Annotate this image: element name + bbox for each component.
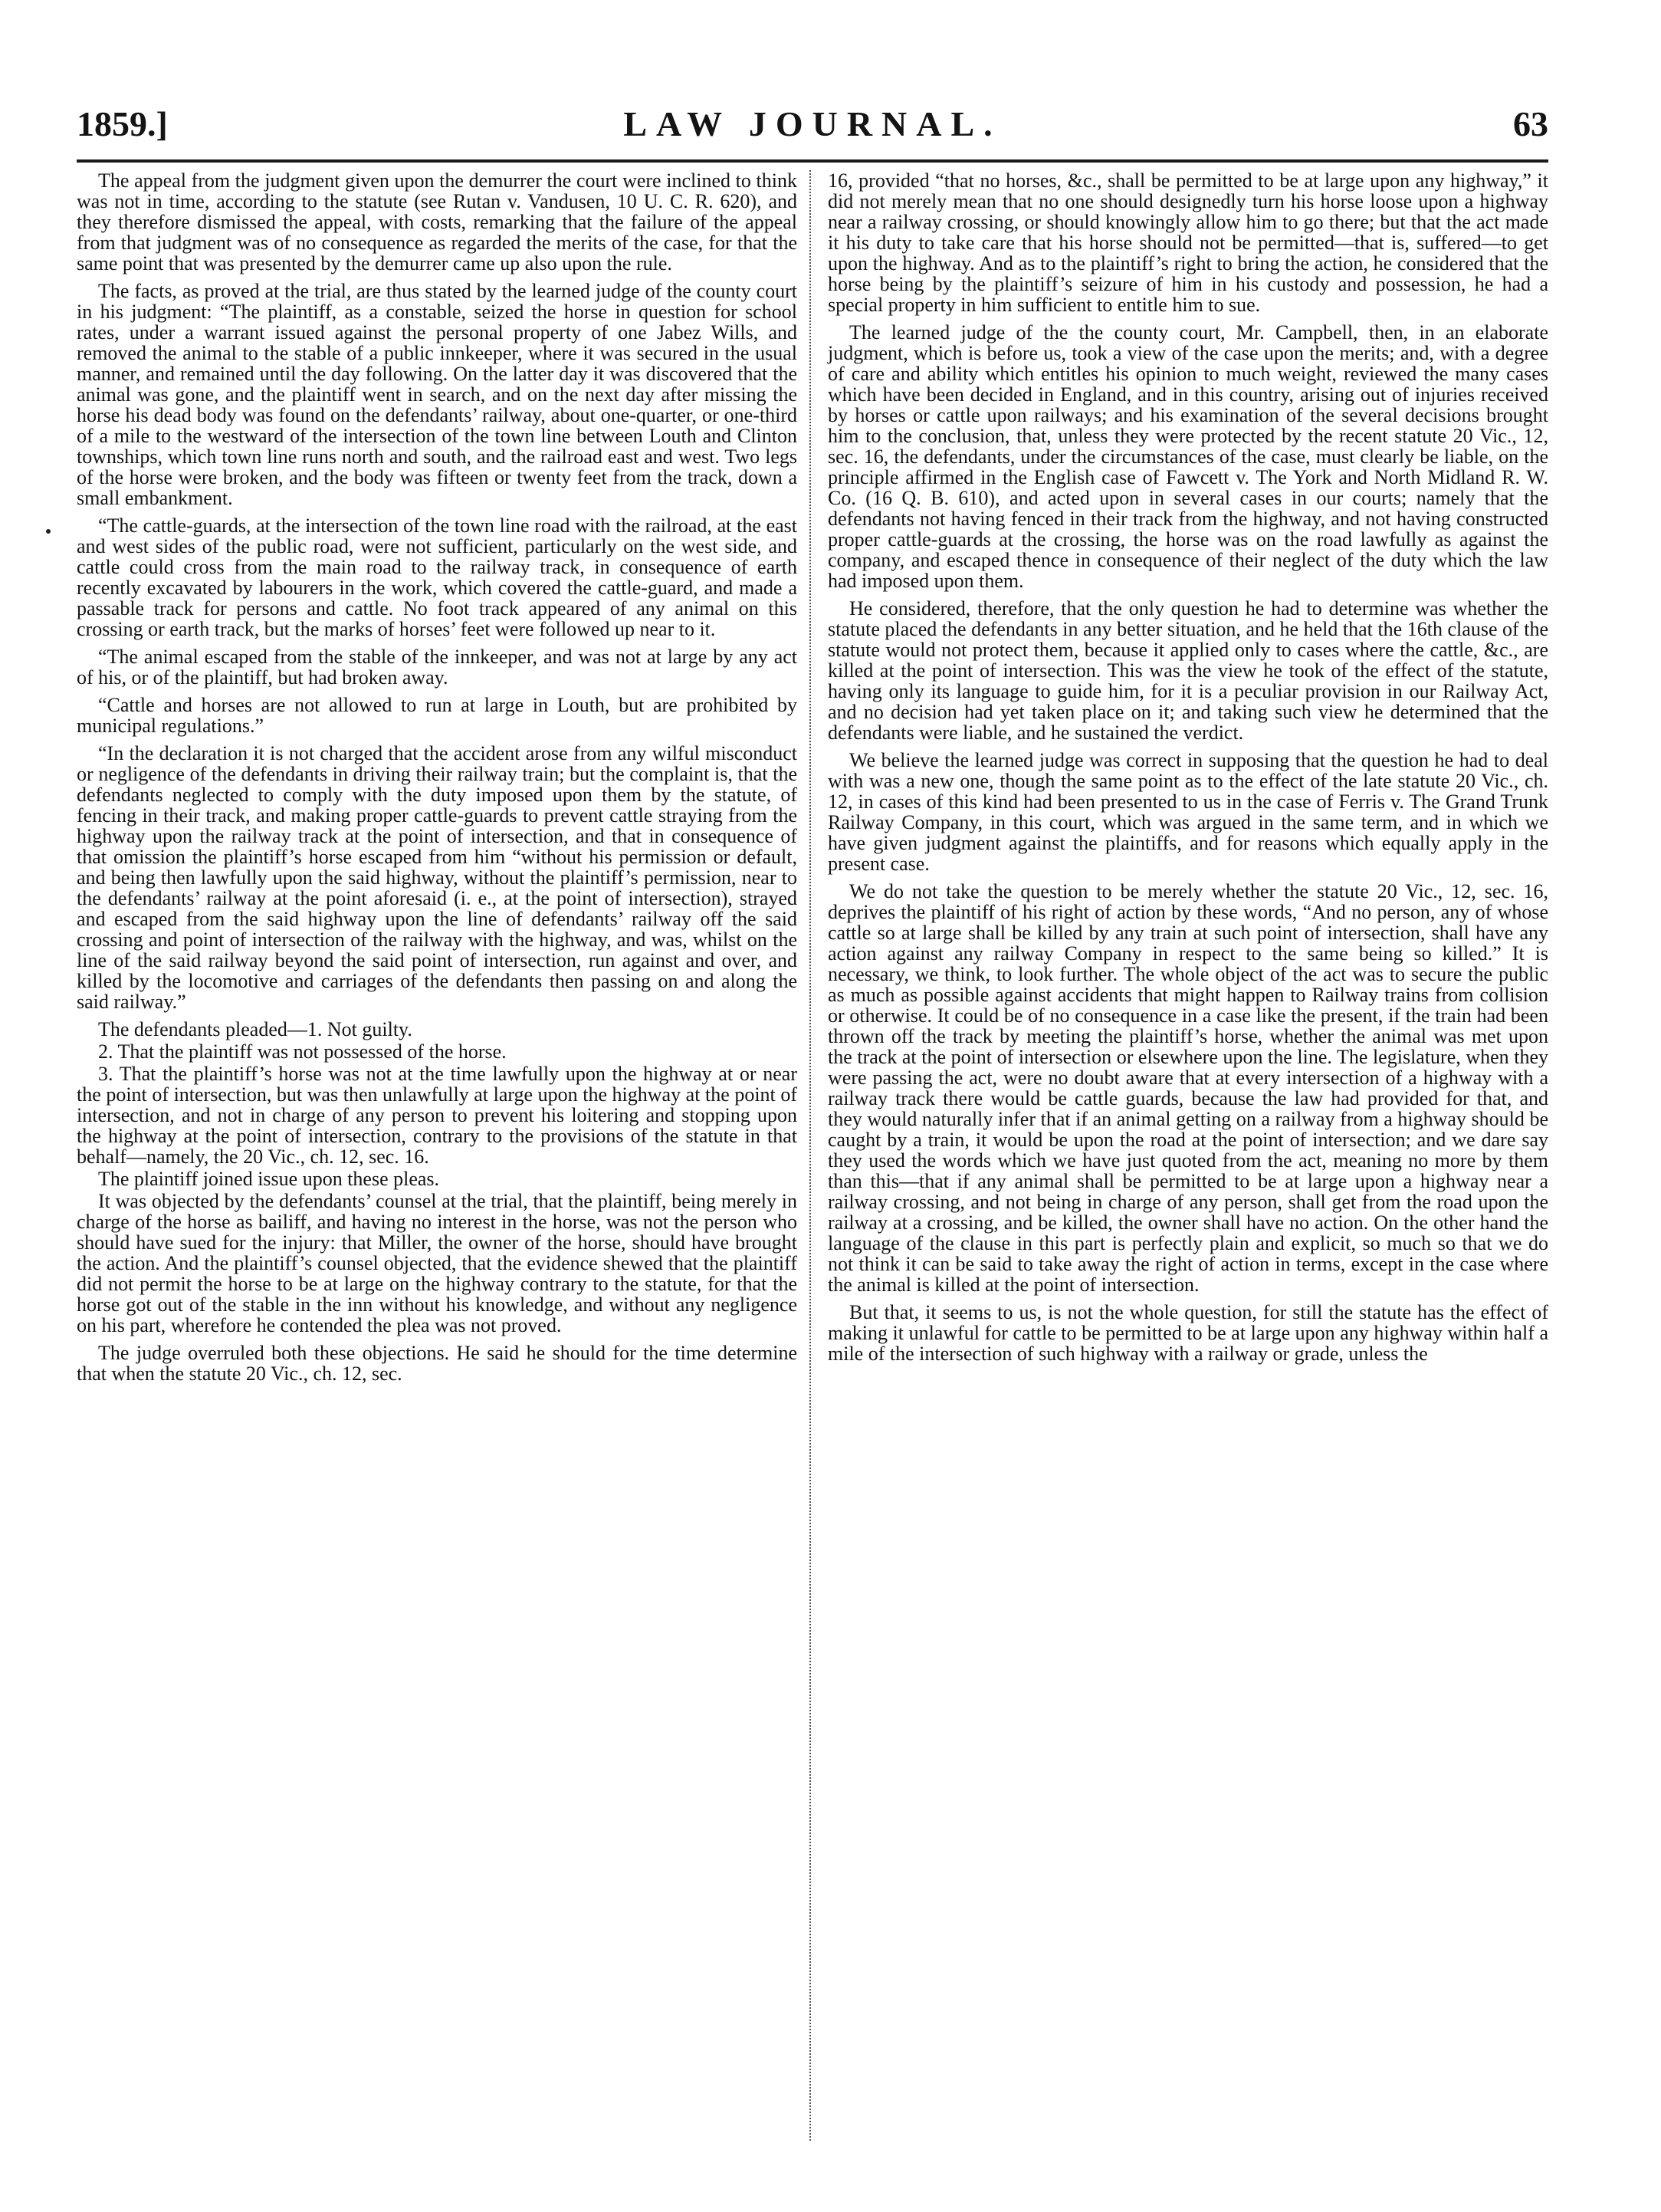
paragraph: “In the declaration it is not charged that the accident arose from any wilful misconduct or negligence of the defendants in driving their railway train; but the complaint is, that the defendants neglected to comply with the duty imposed upon them by the statute, of fencing in their track, and making proper cattle-guards to prevent cattle straying from the highway upon the railway track at the point of intersection, and that in consequence of that omission the plaintiff’s horse escaped from him “without his permission or default, and being then lawfully upon the said highway, without the plaintiff’s permission, near to the defendants’ railway at the point aforesaid (i. e., at the point of intersection), strayed and escaped from the said highway upon the line of defendants’ railway off the said crossing and point of intersection of the railway with the highway, and was, whilst on the line of the said railway beyond the said point of intersection, run against and over, and killed by the locomotive and carriages of the defendants then passing on and along the said railway.” — [77, 742, 797, 1013]
plea-item: The plaintiff joined issue upon these pleas. — [98, 1168, 440, 1190]
paragraph: He considered, therefore, that the only question he had to determine was whether the statute placed the defendants in any better situation, and he held that the 16th clause of the statute would not protect them, because it applied only to cases where the cattle, &c., are killed at the point of intersection. This was the view he took of the effect of the statute, having only its language to guide him, for it is a peculiar provision in our Railway Act, and no decision had yet taken place on it; and taking such view he determined that the defendants were liable, and he sustained the verdict. — [828, 597, 1548, 744]
paragraph: “The cattle-guards, at the intersection of the town line road with the railroad, at the east and west sides of the public road, were not sufficient, particularly on the west side, and cattle could cross from the main road to the railway track, in consequence of earth recently excavated by labourers in the work, which covered the cattle-guard, and made a passable track for persons and cattle. No foot track appeared of any animal on this crossing or earth track, but the marks of horses’ feet were followed up near to it. — [77, 514, 797, 640]
page-number: 63 — [1513, 104, 1548, 143]
print-speck — [46, 529, 51, 534]
plea-item: The defendants pleaded—1. Not guilty. — [98, 1018, 412, 1040]
header-rule — [77, 159, 1548, 163]
paragraph: 16, provided “that no horses, &c., shall be permitted to be at large upon any highway,” it did not merely mean that no one should designedly turn his horse loose upon a highway near a railway crossing, or should knowingly allow him to go there; but that the act made it his duty to take care that his horse should not be permitted—that is, suffered—to get upon the highway. And as to the plaintiff’s right to bring the action, he considered that the horse being by the plaintiff’s seizure of him in his custody and possession, he had a special property in him sufficient to entitle him to sue. — [828, 169, 1548, 316]
paragraph: It was objected by the defendants’ counsel at the trial, that the plaintiff, being merely in charge of the horse as bailiff, and having no interest in the horse, was not the person who should have sued for the injury: that Miller, the owner of the horse, should have brought the action. And the plaintiff’s counsel objected, that the evidence shewed that the plaintiff did not permit the horse to be at large on the highway contrary to the statute, for that the horse got out of the stable in the inn without his knowledge, and without any negligence on his part, wherefore he contended the plea was not proved. — [77, 1190, 797, 1336]
journal-title: LAW JOURNAL. — [623, 104, 1002, 143]
paragraph: But that, it seems to us, is not the whole question, for still the statute has the effect of making it unlawful for cattle to be permitted to be at large upon any highway within half a mile of the intersection of such highway with a railway or grade, unless the — [828, 1301, 1548, 1365]
page-header — [77, 101, 1548, 147]
pleas-list — [77, 1019, 797, 1189]
paragraph: The judge overruled both these objections. He said he should for the time determine that when the statute 20 Vic., ch. 12, sec. — [77, 1342, 797, 1385]
plea-item: 2. That the plaintiff was not possessed of the horse. — [98, 1040, 507, 1063]
paragraph: The appeal from the judgment given upon the demurrer the court were inclined to think was not in time, according to the statute (see Rutan v. Vandusen, 10 U. C. R. 620), and they therefore dismissed the appeal, with costs, remarking that the failure of the appeal from that judgment was of no consequence as regarded the merits of the case, for that the same point that was presented by the demurrer came up also upon the rule. — [77, 169, 797, 274]
column-divider — [809, 170, 811, 2141]
paragraph: We believe the learned judge was correct in supposing that the question he had to deal with was a new one, though the same point as to the effect of the late statute 20 Vic., ch. 12, in cases of this kind had been presented to us in the case of Ferris v. The Grand Trunk Railway Company, in this court, which was argued in the same term, and in which we have given judgment against the plaintiffs, and for reasons which equally apply in the present case. — [828, 749, 1548, 875]
paragraph: “Cattle and horses are not allowed to run at large in Louth, but are prohibited by municipal regulations.” — [77, 694, 797, 737]
paragraph: “The animal escaped from the stable of the innkeeper, and was not at large by any act of his, or of the plaintiff, but had broken away. — [77, 646, 797, 689]
paragraph: The facts, as proved at the trial, are thus stated by the learned judge of the county court in his judgment: “The plaintiff, as a constable, seized the horse in question for school rates, under a warrant issued against the personal property of one Jabez Wills, and removed the animal to the stable of a public innkeeper, where it was secured in the usual manner, and remained until the day following. On the latter day it was discovered that the animal was gone, and the plaintiff went in search, and on the next day after missing the horse his dead body was found on the defendants’ railway, about one-quarter, or one-third of a mile to the westward of the intersection of the town line between Louth and Clinton townships, which town line runs north and south, and the railroad east and west. Two legs of the horse were broken, and the body was fifteen or twenty feet from the track, down a small embankment. — [77, 280, 797, 509]
left-column — [77, 170, 797, 1391]
header-year: 1859.] — [77, 104, 168, 143]
paragraph: We do not take the question to be merely whether the statute 20 Vic., 12, sec. 16, deprives the plaintiff of his right of action by these words, “And no person, any of whose cattle so at large shall be killed by any train at such point of intersection, shall have any action against any railway Company in respect to the same being so killed.” It is necessary, we think, to look further. The whole object of the act was to secure the public as much as possible against accidents that might happen to Railway trains from collision or otherwise. It could be of no consequence in a case like the present, if the train had been thrown off the track by meeting the plaintiff’s horse, whether the animal was met upon the track at the point of intersection or elsewhere upon the line. The legislature, when they were passing the act, were no doubt aware that at every intersection of a highway with a railway track there would be cattle guards, because the law had provided for that, and they would naturally infer that if an animal getting on a railway from a highway should be caught by a train, it would be upon the road at the point of intersection; and we dare say they used the words which we have just quoted from the act, meaning no more by them than this—that if any animal shall be permitted to be at large upon a highway near a railway crossing, and not being in charge of any person, shall get from the road upon the railway at a crossing, and be killed, the owner shall have no action. On the other hand the language of the clause in this part is perfectly plain and explicit, so much so that we do not think it can be said to take away the right of action in terms, except in the case where the animal is killed at the point of intersection. — [828, 880, 1548, 1296]
right-column — [828, 170, 1548, 1371]
paragraph: The learned judge of the the county court, Mr. Campbell, then, in an elaborate judgment, which is before us, took a view of the case upon the merits; and, with a degree of care and ability which entitles his opinion to much weight, reviewed the many cases which have been decided in England, and in this country, arising out of injuries received by horses or cattle upon railways; and his examination of the several decisions brought him to the conclusion, that, unless they were protected by the recent statute 20 Vic., 12, sec. 16, the defendants, under the circumstances of the case, must clearly be liable, on the principle affirmed in the English case of Fawcett v. The York and North Midland R. W. Co. (16 Q. B. 610), and acted upon in several cases in our courts; namely that the defendants not having fenced in their track from the highway, and not having constructed proper cattle-guards at the crossing, the horse was on the road lawfully as against the company, and escaped thence in consequence of their neglect of the duty which the law had imposed upon them. — [828, 321, 1548, 592]
plea-item: 3. That the plaintiff’s horse was not at the time lawfully upon the highway at or near the point of intersection, but was then unlawfully at large upon the highway at the point of intersection, and not in charge of any person to prevent his loitering and stopping upon the highway at the point of intersection, contrary to the provisions of the statute in that behalf—namely, the 20 Vic., ch. 12, sec. 16. — [77, 1063, 797, 1168]
